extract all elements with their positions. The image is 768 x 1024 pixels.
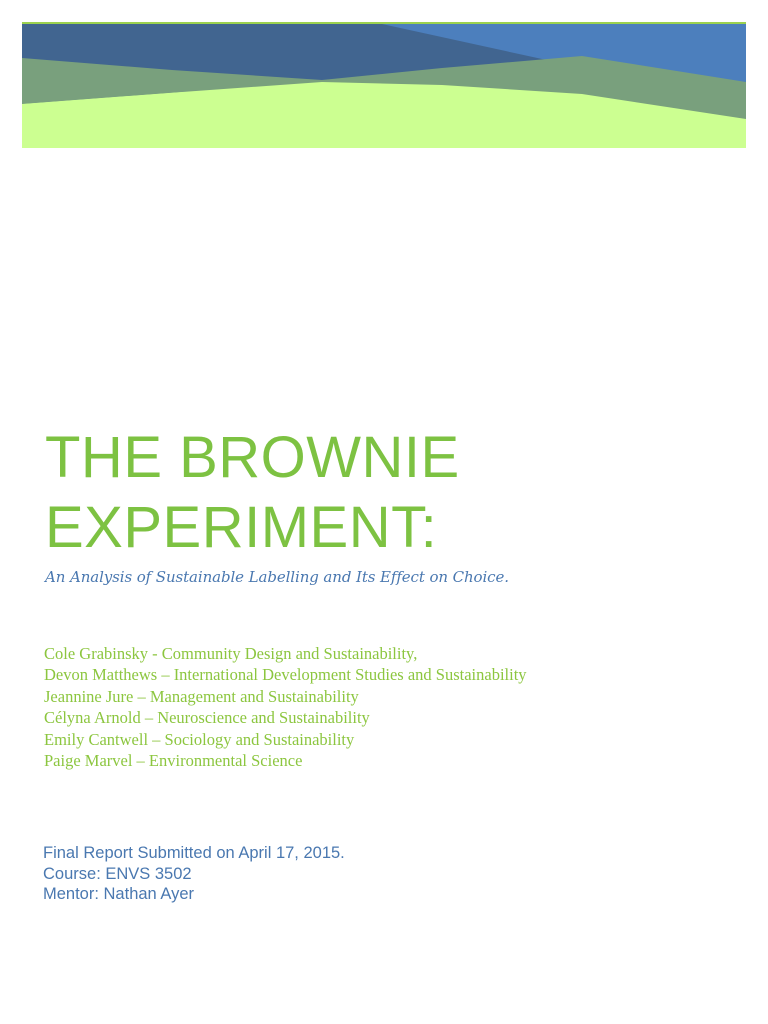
author-item: Jeannine Jure – Management and Sustainability [44,686,359,706]
mentor-name: Mentor: Nathan Ayer [43,885,195,903]
report-title-line-1: THE BROWNIE [45,425,460,490]
cover-banner [22,22,746,148]
author-list [44,643,527,771]
author-item: Cole Grabinsky - Community Design and Sustainability, [44,644,418,663]
report-title-line-2: EXPERIMENT: [45,495,438,560]
author-item: Célyna Arnold – Neuroscience and Sustainability [44,708,370,728]
report-title [45,423,460,563]
course-code: Course: ENVS 3502 [43,864,192,883]
report-subtitle: An Analysis of Sustainable Labelling and Its Effect on Choice. [45,568,509,586]
author-item: Paige Marvel – Environmental Science [44,751,303,771]
submission-date: Final Report Submitted on April 17, 2015. [43,844,345,862]
report-details [43,843,345,905]
author-item: Devon Matthews – International Development Studies and Sustainability [44,665,527,685]
author-item: Emily Cantwell – Sociology and Sustainability [44,729,355,749]
